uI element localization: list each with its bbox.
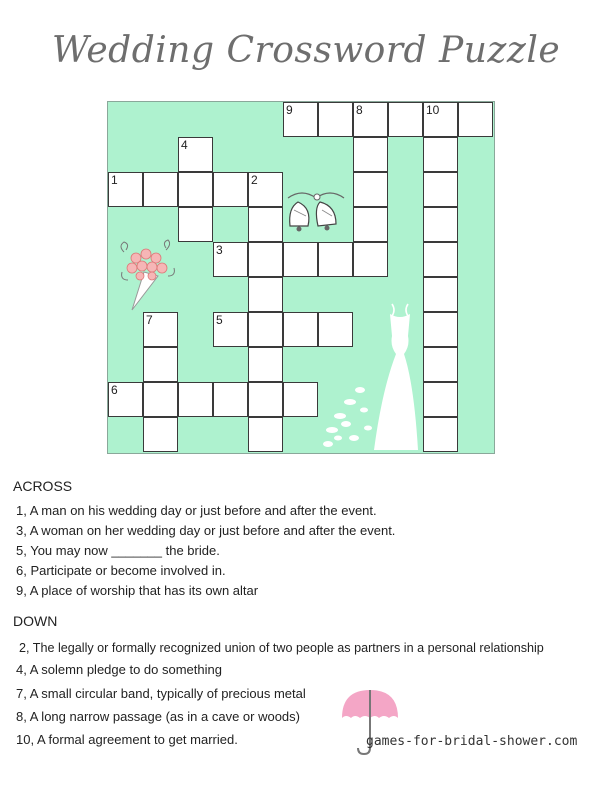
grid-cell[interactable]: [143, 382, 178, 417]
grid-cell[interactable]: [213, 382, 248, 417]
clue-number-5: 5: [216, 313, 223, 327]
grid-cell[interactable]: [248, 417, 283, 452]
grid-cell[interactable]: [143, 312, 178, 347]
down-heading: DOWN: [13, 613, 58, 629]
grid-cell[interactable]: [143, 347, 178, 382]
down-clue: 2, The legally or formally recognized union of two people as partners in a personal relationship: [19, 641, 544, 655]
grid-cell[interactable]: [143, 172, 178, 207]
grid-cell[interactable]: [178, 207, 213, 242]
grid-cell[interactable]: [248, 277, 283, 312]
grid-cell[interactable]: [178, 172, 213, 207]
grid-cell[interactable]: [353, 242, 388, 277]
clue-number-4: 4: [181, 138, 188, 152]
grid-cell[interactable]: [423, 207, 458, 242]
grid-cell[interactable]: [353, 172, 388, 207]
across-clue: 6, Participate or become involved in.: [16, 563, 226, 578]
grid-cell[interactable]: [423, 417, 458, 452]
grid-cell[interactable]: [283, 102, 318, 137]
clue-number-10: 10: [426, 103, 440, 117]
across-heading: ACROSS: [13, 478, 73, 494]
grid-cell[interactable]: [423, 277, 458, 312]
grid-cell[interactable]: [283, 382, 318, 417]
grid-cell[interactable]: [283, 312, 318, 347]
grid-cell[interactable]: [143, 417, 178, 452]
clue-number-6: 6: [111, 383, 118, 397]
down-clue: 10, A formal agreement to get married.: [16, 732, 238, 747]
grid-cell[interactable]: [423, 347, 458, 382]
clue-number-8: 8: [356, 103, 363, 117]
grid-cell[interactable]: [423, 312, 458, 347]
crossword-grid: [107, 101, 495, 454]
grid-cell[interactable]: [283, 242, 318, 277]
grid-cell[interactable]: [178, 137, 213, 172]
wedding-bells-icon: [284, 186, 350, 236]
wedding-dress-icon: [320, 298, 420, 452]
across-clue: 3, A woman on her wedding day or just before and after the event.: [16, 523, 396, 538]
grid-cell[interactable]: [213, 172, 248, 207]
grid-cell[interactable]: [248, 382, 283, 417]
grid-cell[interactable]: [108, 382, 143, 417]
grid-cell[interactable]: [248, 207, 283, 242]
grid-cell[interactable]: [423, 242, 458, 277]
grid-cell[interactable]: [108, 172, 143, 207]
bouquet-icon: [114, 232, 178, 312]
grid-cell[interactable]: [318, 242, 353, 277]
page-title: Wedding Crossword Puzzle: [51, 30, 561, 71]
across-clue: 5, You may now _______ the bride.: [16, 543, 220, 558]
grid-cell[interactable]: [248, 172, 283, 207]
grid-cell[interactable]: [353, 207, 388, 242]
grid-cell[interactable]: [178, 382, 213, 417]
grid-cell[interactable]: [423, 172, 458, 207]
across-clue: 1, A man on his wedding day or just before and after the event.: [16, 503, 377, 518]
grid-cell[interactable]: [458, 102, 493, 137]
down-clue: 7, A small circular band, typically of precious metal: [16, 686, 306, 701]
grid-cell[interactable]: [423, 382, 458, 417]
grid-cell[interactable]: [353, 102, 388, 137]
clue-number-9: 9: [286, 103, 293, 117]
down-clue: 8, A long narrow passage (as in a cave or woods): [16, 709, 300, 724]
grid-cell[interactable]: [213, 312, 248, 347]
grid-cell[interactable]: [423, 102, 458, 137]
grid-cell[interactable]: [248, 242, 283, 277]
website-link[interactable]: games-for-bridal-shower.com: [366, 734, 578, 749]
clue-number-1: 1: [111, 173, 118, 187]
grid-cell[interactable]: [248, 347, 283, 382]
grid-cell[interactable]: [318, 102, 353, 137]
across-clue: 9, A place of worship that has its own altar: [16, 583, 259, 598]
grid-cell[interactable]: [353, 137, 388, 172]
down-clue: 4, A solemn pledge to do something: [16, 662, 222, 677]
clue-number-7: 7: [146, 313, 153, 327]
clue-number-2: 2: [251, 173, 258, 187]
grid-cell[interactable]: [388, 102, 423, 137]
grid-cell[interactable]: [213, 242, 248, 277]
grid-cell[interactable]: [248, 312, 283, 347]
clue-number-3: 3: [216, 243, 223, 257]
grid-cell[interactable]: [423, 137, 458, 172]
